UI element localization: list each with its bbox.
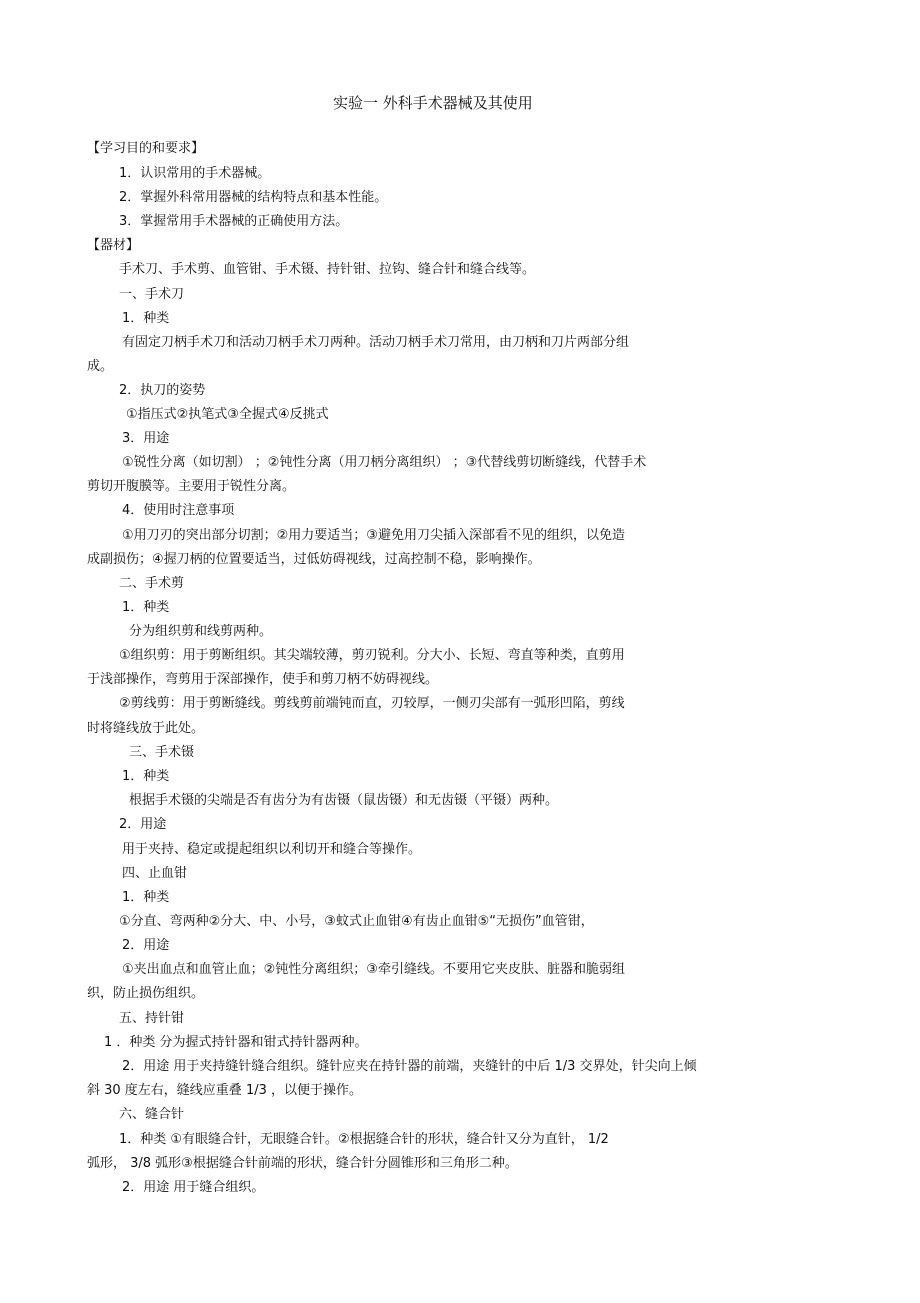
paragraph-line: ①指压式②执笔式③全握式④反挑式 xyxy=(126,407,329,422)
paragraph-line: 成。 xyxy=(87,359,114,374)
paragraph-line: 有固定刀柄手术刀和活动刀柄手术刀两种。活动刀柄手术刀常用，由刀柄和刀片两部分组 xyxy=(122,335,630,350)
item-heading: 2．用途 xyxy=(119,817,167,832)
paragraph-line: 于浅部操作，弯剪用于深部操作，使手和剪刀柄不妨碍视线。 xyxy=(87,672,439,687)
item-heading: 1．种类 xyxy=(122,769,170,784)
section-heading: 【学习目的和要求】 xyxy=(87,141,205,156)
paragraph-line: 2．用途 用于夹持缝针缝合组织。缝针应夹在持针器的前端，夹缝针的中后 1/3 交界处，针尖向上倾 xyxy=(122,1059,697,1074)
paragraph-line: ②剪线剪：用于剪断缝线。剪线剪前端钝而直，刃较厚，一侧刃尖部有一弧形凹陷，剪线 xyxy=(119,696,625,711)
paragraph-line: 分为组织剪和线剪两种。 xyxy=(129,624,273,639)
subsection-heading: 三、手术镊 xyxy=(129,745,195,760)
paragraph-line: 用于夹持、稳定或提起组织以利切开和缝合等操作。 xyxy=(122,842,422,857)
item-heading: 1．种类 xyxy=(122,311,170,326)
item-heading: 3．用途 xyxy=(122,431,170,446)
paragraph-line: 剪切开腹膜等。主要用于锐性分离。 xyxy=(87,479,296,494)
paragraph-line: 1．种类 ①有眼缝合针，无眼缝合针。②根据缝合针的形状，缝合针又分为直针， 1/2 xyxy=(119,1132,609,1147)
section-heading: 【器材】 xyxy=(87,238,140,253)
paragraph-line: 织，防止损伤组织。 xyxy=(87,986,205,1001)
paragraph-line: 时将缝线放于此处。 xyxy=(87,721,205,736)
paragraph-line: ①分直、弯两种②分大、中、小号，③蚊式止血钳④有齿止血钳⑤“无损伤”血管钳， xyxy=(119,914,594,929)
paragraph-line: ①用刀刃的突出部分切割；②用力要适当；③避免用刀尖插入深部看不见的组织，以免造 xyxy=(122,528,625,543)
paragraph-line: 1 ．种类 分为握式持针器和钳式持针器两种。 xyxy=(104,1035,368,1050)
paragraph-line: 弧形， 3/8 弧形③根据缝合针前端的形状，缝合针分圆锥形和三角形二种。 xyxy=(87,1156,518,1171)
item-heading: 2．执刀的姿势 xyxy=(119,383,206,398)
item-heading: 4．使用时注意事项 xyxy=(122,503,235,518)
paragraph-line: 3．掌握常用手术器械的正确使用方法。 xyxy=(119,214,349,229)
subsection-heading: 一、手术刀 xyxy=(119,287,185,302)
paragraph-line: 成副损伤；④握刀柄的位置要适当，过低妨碍视线，过高控制不稳，影响操作。 xyxy=(87,552,541,567)
page-title: 实验一 外科手术器械及其使用 xyxy=(333,94,533,112)
subsection-heading: 四、止血钳 xyxy=(122,866,188,881)
item-heading: 2．用途 xyxy=(122,938,170,953)
paragraph-line: ①锐性分离（如切割） ；②钝性分离（用刀柄分离组织） ；③代替线剪切断缝线，代替手术 xyxy=(122,455,647,470)
subsection-heading: 五、持针钳 xyxy=(119,1011,185,1026)
item-heading: 1．种类 xyxy=(122,600,170,615)
subsection-heading: 二、手术剪 xyxy=(119,576,185,591)
paragraph-line: 1．认识常用的手术器械。 xyxy=(119,166,271,181)
paragraph-line: 斜 30 度左右，缝线应重叠 1/3 ，以便于操作。 xyxy=(87,1083,362,1098)
paragraph-line: 手术刀、手术剪、血管钳、手术镊、持针钳、拉钩、缝合针和缝合线等。 xyxy=(119,262,536,277)
paragraph-line: ①夹出血点和血管止血；②钝性分离组织；③牵引缝线。不要用它夹皮肤、脏器和脆弱组 xyxy=(122,962,625,977)
paragraph-line: ①组织剪：用于剪断组织。其尖端较薄，剪刃锐利。分大小、长短、弯直等种类，直剪用 xyxy=(119,648,625,663)
item-heading: 1．种类 xyxy=(122,890,170,905)
paragraph-line: 2．用途 用于缝合组织。 xyxy=(122,1180,265,1195)
paragraph-line: 2．掌握外科常用器械的结构特点和基本性能。 xyxy=(119,190,388,205)
paragraph-line: 根据手术镊的尖端是否有齿分为有齿镊（鼠齿镊）和无齿镊（平镊）两种。 xyxy=(129,793,559,808)
subsection-heading: 六、缝合针 xyxy=(119,1107,185,1122)
